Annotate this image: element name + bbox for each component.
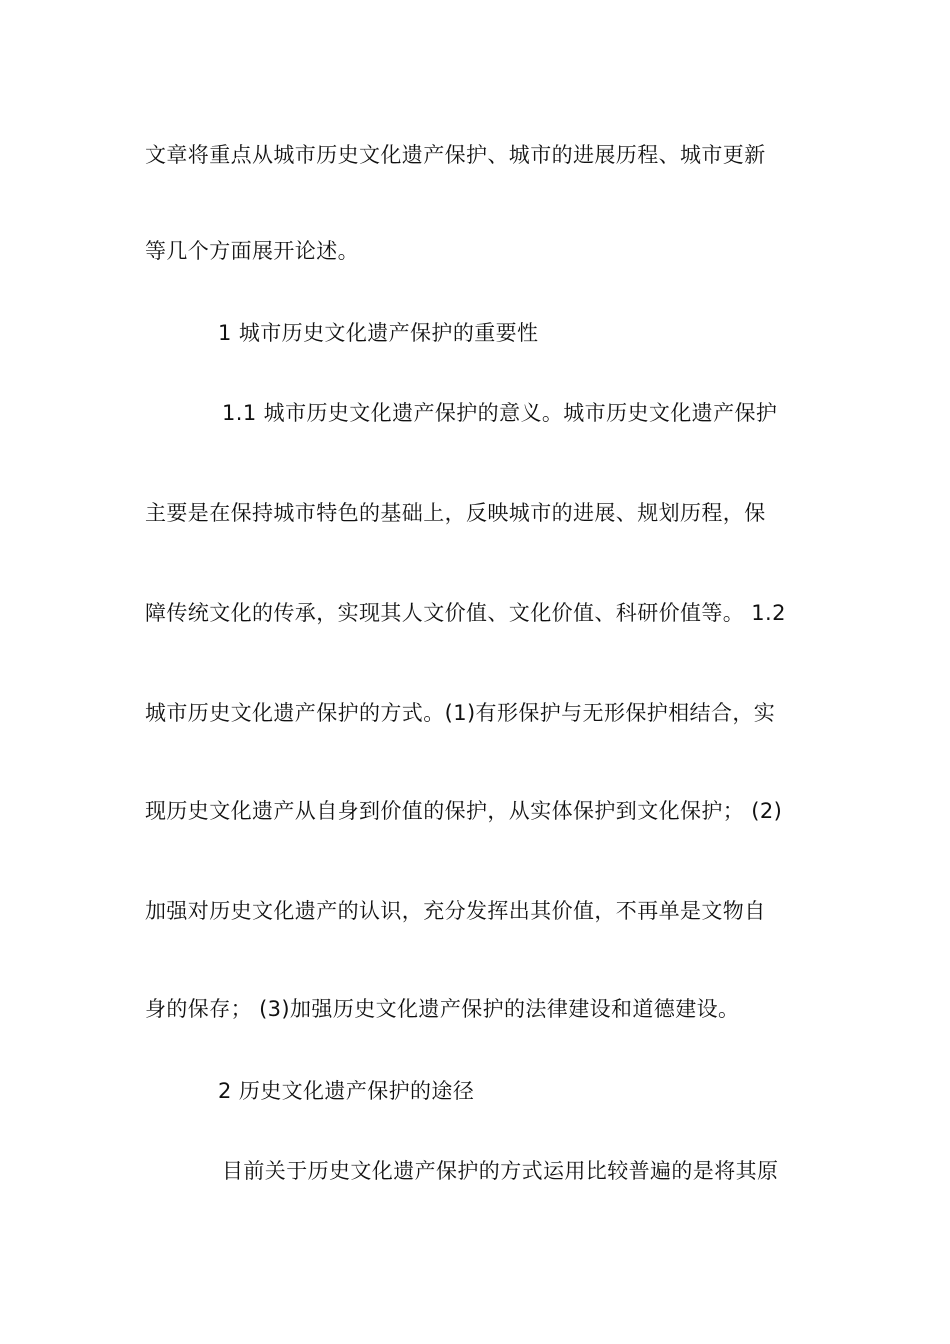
subsection-line-1: 1.1 城市历史文化遗产保护的意义。城市历史文化遗产保护: [222, 401, 778, 425]
paragraph-line-2: 等几个方面展开论述。: [145, 239, 359, 263]
paragraph-line-8: 身的保存； (3)加强历史文化遗产保护的法律建设和道德建设。: [145, 997, 740, 1021]
paragraph-line-3: 主要是在保持城市特色的基础上，反映城市的进展、规划历程，保: [145, 501, 766, 525]
paragraph-line-7: 加强对历史文化遗产的认识，充分发挥出其价值，不再单是文物自: [145, 899, 766, 923]
paragraph-line-6: 现历史文化遗产从自身到价值的保护，从实体保护到文化保护； (2): [145, 799, 783, 823]
section-heading-2: 2 历史文化遗产保护的途径: [218, 1079, 475, 1103]
paragraph-line-5: 城市历史文化遗产保护的方式。(1)有形保护与无形保护相结合，实: [145, 701, 776, 725]
paragraph-line-4: 障传统文化的传承，实现其人文价值、文化价值、科研价值等。 1.2: [145, 601, 786, 625]
paragraph-line-1: 文章将重点从城市历史文化遗产保护、城市的进展历程、城市更新: [145, 143, 766, 167]
section-heading-1: 1 城市历史文化遗产保护的重要性: [218, 321, 539, 345]
paragraph-line-9: 目前关于历史文化遗产保护的方式运用比较普遍的是将其原: [222, 1159, 779, 1183]
